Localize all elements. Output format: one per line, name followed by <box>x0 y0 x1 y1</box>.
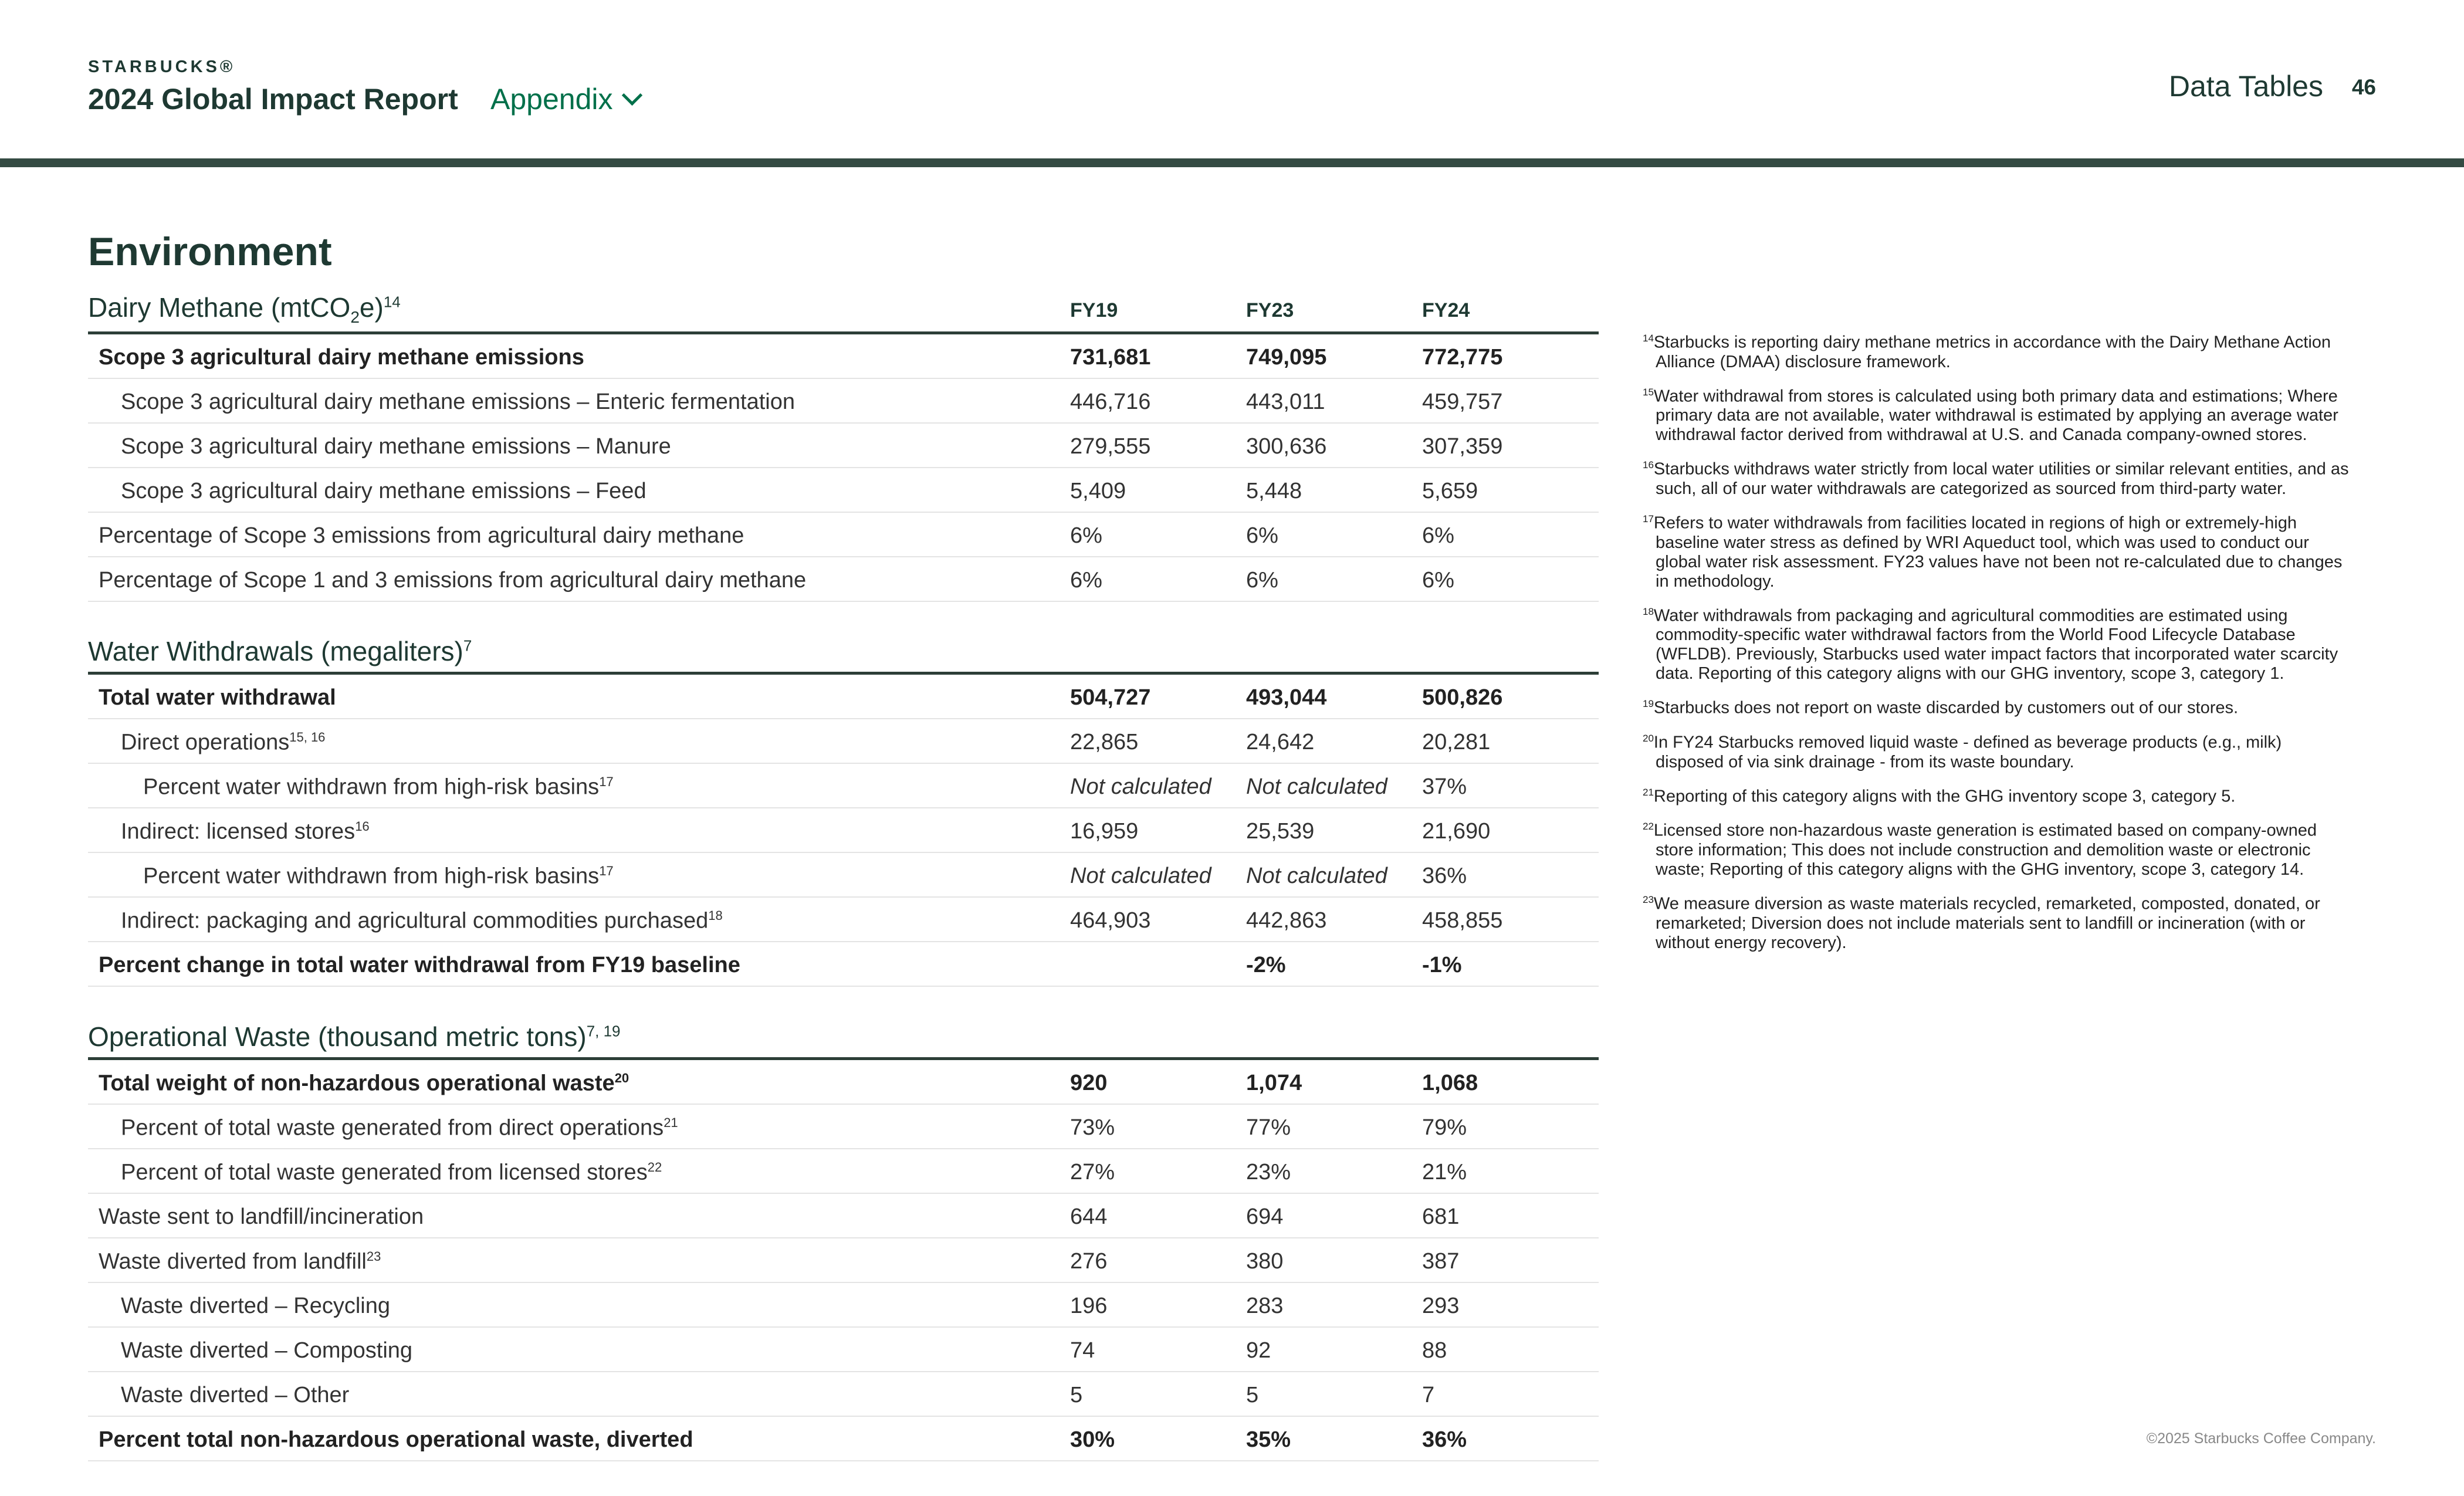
cell-fy23: 300,636 <box>1246 434 1327 459</box>
cell-fy24: 307,359 <box>1422 434 1503 459</box>
cell-fy23: 92 <box>1246 1338 1271 1363</box>
row-label: Percent total non-hazardous operational waste, diverted <box>99 1427 693 1452</box>
row-label: Percent water withdrawn from high-risk basins$^{17}$ <box>143 774 614 800</box>
cell-fy23: 6% <box>1246 568 1278 593</box>
table-body <box>88 334 1599 602</box>
cell-fy24: 458,855 <box>1422 908 1503 933</box>
table-header <box>88 637 1599 675</box>
cell-fy24: 772,775 <box>1422 345 1503 370</box>
cell-fy19: Not calculated <box>1070 864 1211 888</box>
column-header-fy24: FY24 <box>1422 299 1470 321</box>
cell-fy23: Not calculated <box>1246 864 1387 888</box>
table-row <box>88 1283 1599 1328</box>
row-label: Waste diverted – Recycling <box>121 1294 391 1318</box>
cell-fy19: 16,959 <box>1070 819 1139 844</box>
table-title: Dairy Methane (mtCO$_2$e)$^{14}$ <box>88 292 401 326</box>
cell-fy23: Not calculated <box>1246 774 1387 799</box>
cell-fy24: 79% <box>1422 1115 1467 1140</box>
dairy-methane-table <box>88 292 1599 602</box>
footnote: $^{23}$We measure diversion as waste materials recycled, remarketed, composted, donated, or remarketed; Diversion does not include materials sent to landfill or incineration (with or without energy recovery). <box>1643 893 2320 952</box>
cell-fy19: 446,716 <box>1070 390 1151 414</box>
cell-fy24: 88 <box>1422 1338 1447 1363</box>
page-header <box>0 0 2464 169</box>
cell-fy24: 6% <box>1422 523 1454 548</box>
row-label: Total water withdrawal <box>99 685 336 710</box>
footnote: $^{18}$Water withdrawals from packaging and agricultural commodities are estimated using commodity-specific water withdrawal factors from the World Food Lifecycle Database (WFLDB). Previously, Starbucks used water impact factors that incorporated water scarcity data. Reporting of this category aligns with our GHG inventory, scope 3, category 1. <box>1643 605 2338 683</box>
cell-fy23: 1,074 <box>1246 1071 1302 1095</box>
row-label: Scope 3 agricultural dairy methane emissions – Enteric fermentation <box>121 390 796 414</box>
cell-fy23: 442,863 <box>1246 908 1327 933</box>
table-row <box>88 764 1599 808</box>
cell-fy23: 25,539 <box>1246 819 1315 844</box>
cell-fy24: 7 <box>1422 1383 1435 1407</box>
cell-fy24: 6% <box>1422 568 1454 593</box>
table-row <box>88 1238 1599 1283</box>
table-header <box>88 1022 1599 1060</box>
header-divider <box>0 158 2464 167</box>
cell-fy24: 36% <box>1422 864 1467 888</box>
cell-fy24: 681 <box>1422 1204 1460 1229</box>
cell-fy24: 21% <box>1422 1160 1467 1184</box>
cell-fy23: 380 <box>1246 1249 1284 1274</box>
row-label: Percent water withdrawn from high-risk basins$^{17}$ <box>143 864 614 889</box>
row-label: Percent change in total water withdrawal from FY19 baseline <box>99 953 740 977</box>
cell-fy24: 36% <box>1422 1427 1467 1452</box>
footnotes <box>1643 329 2353 963</box>
table-title: Water Withdrawals (megaliters)$^7$ <box>88 636 472 666</box>
cell-fy19: 196 <box>1070 1294 1108 1318</box>
cell-fy19: Not calculated <box>1070 774 1211 799</box>
cell-fy19: 30% <box>1070 1427 1115 1452</box>
row-label: Waste diverted – Composting <box>121 1338 413 1363</box>
footnote: $^{20}$In FY24 Starbucks removed liquid waste - defined as beverage products (e.g., milk) disposed of via sink drainage - from its waste boundary. <box>1643 732 2282 771</box>
section-label: Data Tables <box>2168 70 2323 103</box>
table-row <box>88 942 1599 987</box>
table-row <box>88 719 1599 764</box>
row-label: Percentage of Scope 1 and 3 emissions from agricultural dairy methane <box>99 568 807 593</box>
cell-fy19: 276 <box>1070 1249 1108 1274</box>
cell-fy23: 694 <box>1246 1204 1284 1229</box>
table-body <box>88 675 1599 987</box>
table-row <box>88 898 1599 942</box>
cell-fy23: 77% <box>1246 1115 1291 1140</box>
table-row <box>88 1105 1599 1149</box>
cell-fy23: 23% <box>1246 1160 1291 1184</box>
table-row <box>88 1328 1599 1372</box>
footnote: $^{19}$Starbucks does not report on waste discarded by customers out of our stores. <box>1643 698 2239 717</box>
cell-fy23: 283 <box>1246 1294 1284 1318</box>
cell-fy24: 21,690 <box>1422 819 1491 844</box>
cell-fy23: 493,044 <box>1246 685 1327 710</box>
cell-fy19: 464,903 <box>1070 908 1151 933</box>
appendix-label: Appendix <box>490 83 613 116</box>
table-row <box>88 334 1599 379</box>
table-row <box>88 557 1599 602</box>
table-row <box>88 1372 1599 1417</box>
cell-fy23: 5,448 <box>1246 479 1302 503</box>
table-row <box>88 468 1599 513</box>
cell-fy19: 73% <box>1070 1115 1115 1140</box>
cell-fy24: 387 <box>1422 1249 1460 1274</box>
cell-fy19: 6% <box>1070 568 1102 593</box>
table-title: Operational Waste (thousand metric tons)$^{7, 19}$ <box>88 1021 621 1052</box>
page-number: 46 <box>2351 75 2376 99</box>
report-title: 2024 Global Impact Report <box>88 83 458 116</box>
brand-logo: STARBUCKS® <box>88 57 236 76</box>
column-header-fy19: FY19 <box>1070 299 1118 321</box>
footnote: $^{17}$Refers to water withdrawals from facilities located in regions of high or extremely-high baseline water stress as defined by WRI Aqueduct tool, which was used to conduct our global water risk assessment. FY23 values have not been not re-calculated due to changes in methodology. <box>1643 513 2343 591</box>
table-row <box>88 1417 1599 1461</box>
row-label: Scope 3 agricultural dairy methane emissions – Feed <box>121 479 647 503</box>
chevron-down-icon <box>621 84 642 105</box>
table-row <box>88 1194 1599 1238</box>
table-row <box>88 1149 1599 1194</box>
row-label: Waste diverted – Other <box>121 1383 350 1407</box>
cell-fy24: 1,068 <box>1422 1071 1478 1095</box>
table-row <box>88 513 1599 557</box>
row-label: Percent of total waste generated from licensed stores$^{22}$ <box>121 1160 662 1185</box>
row-label: Waste sent to landfill/incineration <box>99 1204 424 1229</box>
footnote: $^{14}$Starbucks is reporting dairy methane metrics in accordance with the Dairy Methane Action Alliance (DMAA) disclosure framework. <box>1643 333 2331 371</box>
appendix-dropdown[interactable] <box>490 82 639 116</box>
column-header-fy23: FY23 <box>1246 299 1294 321</box>
table-row <box>88 379 1599 424</box>
cell-fy19: 731,681 <box>1070 345 1151 370</box>
cell-fy24: 293 <box>1422 1294 1460 1318</box>
cell-fy19: 504,727 <box>1070 685 1151 710</box>
footnote: $^{15}$Water withdrawal from stores is calculated using both primary data and estimations; Where primary data are not available, water withdrawal is estimated by applying an average water withdrawal factor derived from withdrawal at U.S. and Canada company-owned stores. <box>1643 386 2338 445</box>
page-title: Environment <box>88 229 332 274</box>
copyright: ©2025 Starbucks Coffee Company. <box>2146 1430 2376 1447</box>
cell-fy23: 5 <box>1246 1383 1259 1407</box>
cell-fy19: 27% <box>1070 1160 1115 1184</box>
cell-fy24: 5,659 <box>1422 479 1478 503</box>
footnote: $^{22}$Licensed store non-hazardous waste generation is estimated based on company-owned store information; This does not include construction and demolition waste or electronic waste; Reporting of this category aligns with the GHG inventory, scope 3, category 14. <box>1643 821 2317 879</box>
cell-fy23: 24,642 <box>1246 730 1315 754</box>
cell-fy24: 500,826 <box>1422 685 1503 710</box>
row-label: Indirect: packaging and agricultural commodities purchased$^{18}$ <box>121 908 723 933</box>
table-body <box>88 1060 1599 1461</box>
table-row <box>88 853 1599 898</box>
table-row <box>88 1060 1599 1105</box>
cell-fy23: 35% <box>1246 1427 1291 1452</box>
footnote: $^{21}$Reporting of this category aligns with the GHG inventory scope 3, category 5. <box>1643 786 2236 806</box>
cell-fy19: 644 <box>1070 1204 1108 1229</box>
row-label: Scope 3 agricultural dairy methane emissions – Manure <box>121 434 671 459</box>
footnote: $^{16}$Starbucks withdraws water strictly from local water utilities or similar relevant entities, and as such, all of our water withdrawals are categorized as sourced from third-party water. <box>1643 459 2349 498</box>
cell-fy24: 37% <box>1422 774 1467 799</box>
cell-fy23: -2% <box>1246 953 1286 977</box>
cell-fy19: 74 <box>1070 1338 1095 1363</box>
water-withdrawals-table <box>88 637 1599 987</box>
cell-fy19: 920 <box>1070 1071 1108 1095</box>
row-label: Scope 3 agricultural dairy methane emissions <box>99 345 584 370</box>
row-label: Direct operations$^{15, 16}$ <box>121 730 326 755</box>
cell-fy24: 459,757 <box>1422 390 1503 414</box>
cell-fy23: 443,011 <box>1246 390 1325 414</box>
table-header <box>88 292 1599 334</box>
cell-fy23: 749,095 <box>1246 345 1327 370</box>
cell-fy19: 6% <box>1070 523 1102 548</box>
table-row <box>88 808 1599 853</box>
row-label: Waste diverted from landfill$^{23}$ <box>99 1249 381 1274</box>
cell-fy24: -1% <box>1422 953 1462 977</box>
row-label: Percent of total waste generated from direct operations$^{21}$ <box>121 1115 678 1140</box>
cell-fy23: 6% <box>1246 523 1278 548</box>
row-label: Percentage of Scope 3 emissions from agricultural dairy methane <box>99 523 744 548</box>
cell-fy19: 5,409 <box>1070 479 1126 503</box>
cell-fy19: 22,865 <box>1070 730 1139 754</box>
cell-fy19: 5 <box>1070 1383 1083 1407</box>
cell-fy24: 20,281 <box>1422 730 1491 754</box>
row-label: Total weight of non-hazardous operational waste$^{20}$ <box>99 1071 629 1096</box>
operational-waste-table <box>88 1022 1599 1461</box>
table-row <box>88 675 1599 719</box>
cell-fy19: 279,555 <box>1070 434 1151 459</box>
row-label: Indirect: licensed stores$^{16}$ <box>121 819 370 844</box>
table-row <box>88 424 1599 468</box>
